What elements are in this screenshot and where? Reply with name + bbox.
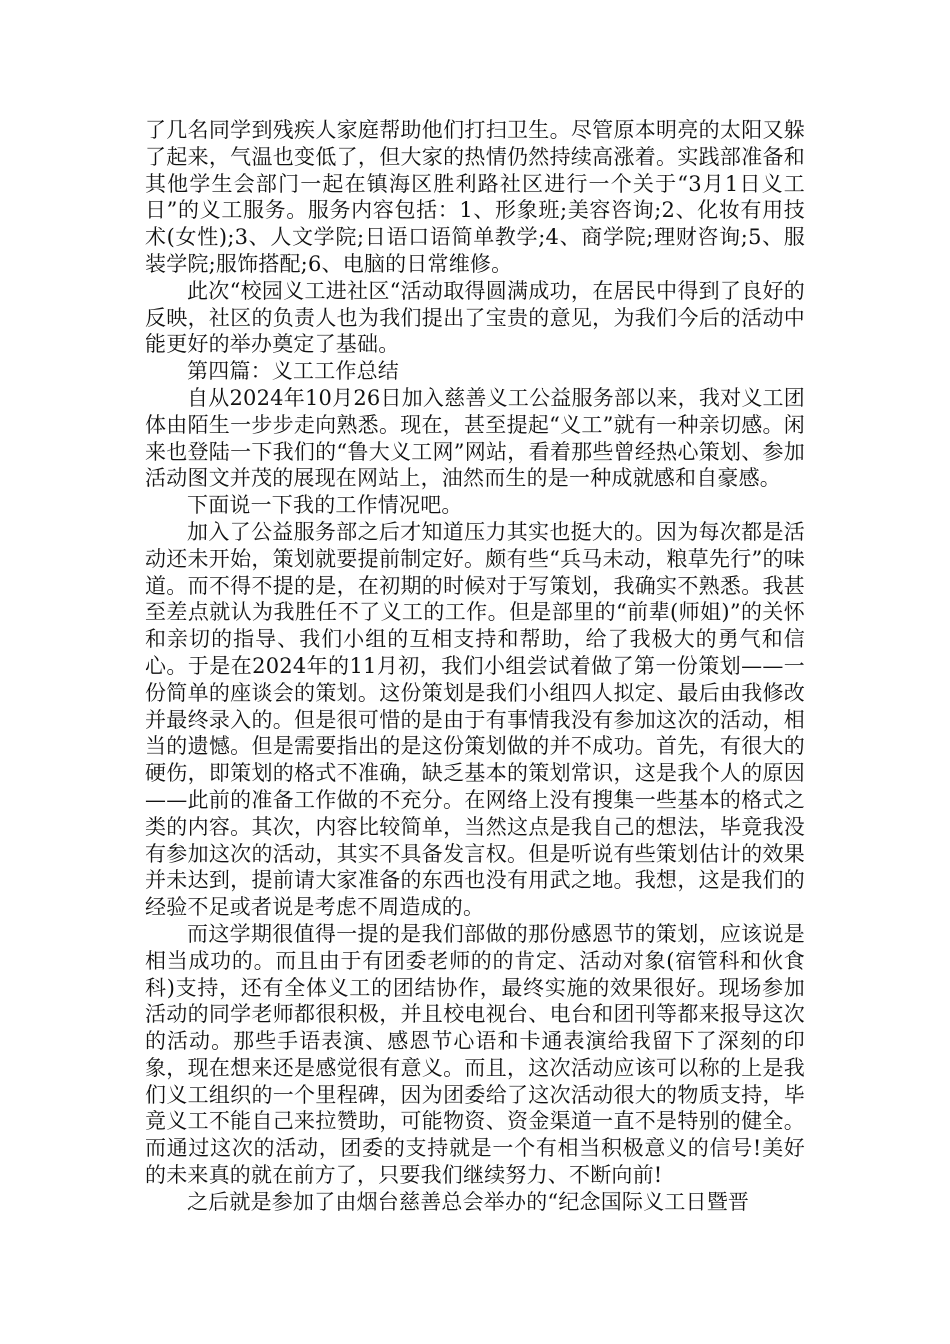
paragraph-yantai: 之后就是参加了由烟台慈善总会举办的“纪念国际义工日暨晋 <box>187 1189 750 1214</box>
paragraph-campus-volunteer: 此次“校园义工进社区“活动取得圆满成功，在居民中得到了良好的反映，社区的负责人也为我们提出了宝贵的意见，为我们今后的活动中能更好的举办奠定了基础。 <box>145 278 805 357</box>
section-heading: 第四篇：义工工作总结 <box>187 359 399 384</box>
paragraph-joining: 自从2024年10月26日加入慈善义工公益服务部以来，我对义工团体由陌生一步步走向熟悉。现在，甚至提起“义工”就有一种亲切感。闲来也登陆一下我们的“鲁大义工网”网站，看着那些曾经热心策划、参加活动图文并茂的展现在网站上，油然而生的是一种成就感和自豪感。 <box>145 385 805 491</box>
paragraph-thanksgiving: 而这学期很值得一提的是我们部做的那份感恩节的策划，应该说是相当成功的。而且由于有团委老师的的肯定、活动对象(宿管科和伙食科)支持，还有全体义工的团结协作，最终实施的效果很好。现场参加活动的同学老师都很积极，并且校电视台、电台和团刊等都来报导这次的活动。那些手语表演、感恩节心语和卡通表演给我留下了深刻的印象，现在想来还是感觉很有意义。而且，这次活动应该可以称的上是我们义工组织的一个里程碑，因为团委给了这次活动很大的物质支持，毕竟义工不能自己来拉赞助，可能物资、资金渠道一直不是特别的健全。而通过这次的活动，团委的支持就是一个有相当积极意义的信号!美好的未来真的就在前方了，只要我们继续努力、不断向前! <box>145 921 805 1188</box>
paragraph-continuation: 了几名同学到残疾人家庭帮助他们打扫卫生。尽管原本明亮的太阳又躲了起来，气温也变低了，但大家的热情仍然持续高涨着。实践部准备和其他学生会部门一起在镇海区胜利路社区进行一个关于“3月1日义工日”的义工服务。服务内容包括：1、形象班;美容咨询;2、化妆有用技术(女性);3、人文学院;日语口语简单教学;4、商学院;理财咨询;5、服装学院;服饰搭配;6、电脑的日常维修。 <box>145 118 805 276</box>
paragraph-work-intro: 下面说一下我的工作情况吧。 <box>187 493 463 518</box>
document-page <box>145 117 805 1216</box>
paragraph-planning: 加入了公益服务部之后才知道压力其实也挺大的。因为每次都是活动还未开始，策划就要提前制定好。颇有些“兵马未动，粮草先行”的味道。而不得不提的是，在初期的时候对于写策划，我确实不熟悉。我甚至差点就认为我胜任不了义工的工作。但是部里的“前辈(师姐)”的关怀和亲切的指导、我们小组的互相支持和帮助，给了我极大的勇气和信心。于是在2024年的11月初，我们小组尝试着做了第一份策划——一份简单的座谈会的策划。这份策划是我们小组四人拟定、最后由我修改并最终录入的。但是很可惜的是由于有事情我没有参加这次的活动，相当的遗憾。但是需要指出的是这份策划做的并不成功。首先，有很大的硬伤，即策划的格式不准确，缺乏基本的策划常识，这是我个人的原因——此前的准备工作做的不充分。在网络上没有搜集一些基本的格式之类的内容。其次，内容比较简单，当然这点是我自己的想法，毕竟我没有参加这次的活动，其实不具备发言权。但是听说有些策划估计的效果并未达到，提前请大家准备的东西也没有用武之地。我想，这是我们的经验不足或者说是考虑不周造成的。 <box>145 519 805 920</box>
